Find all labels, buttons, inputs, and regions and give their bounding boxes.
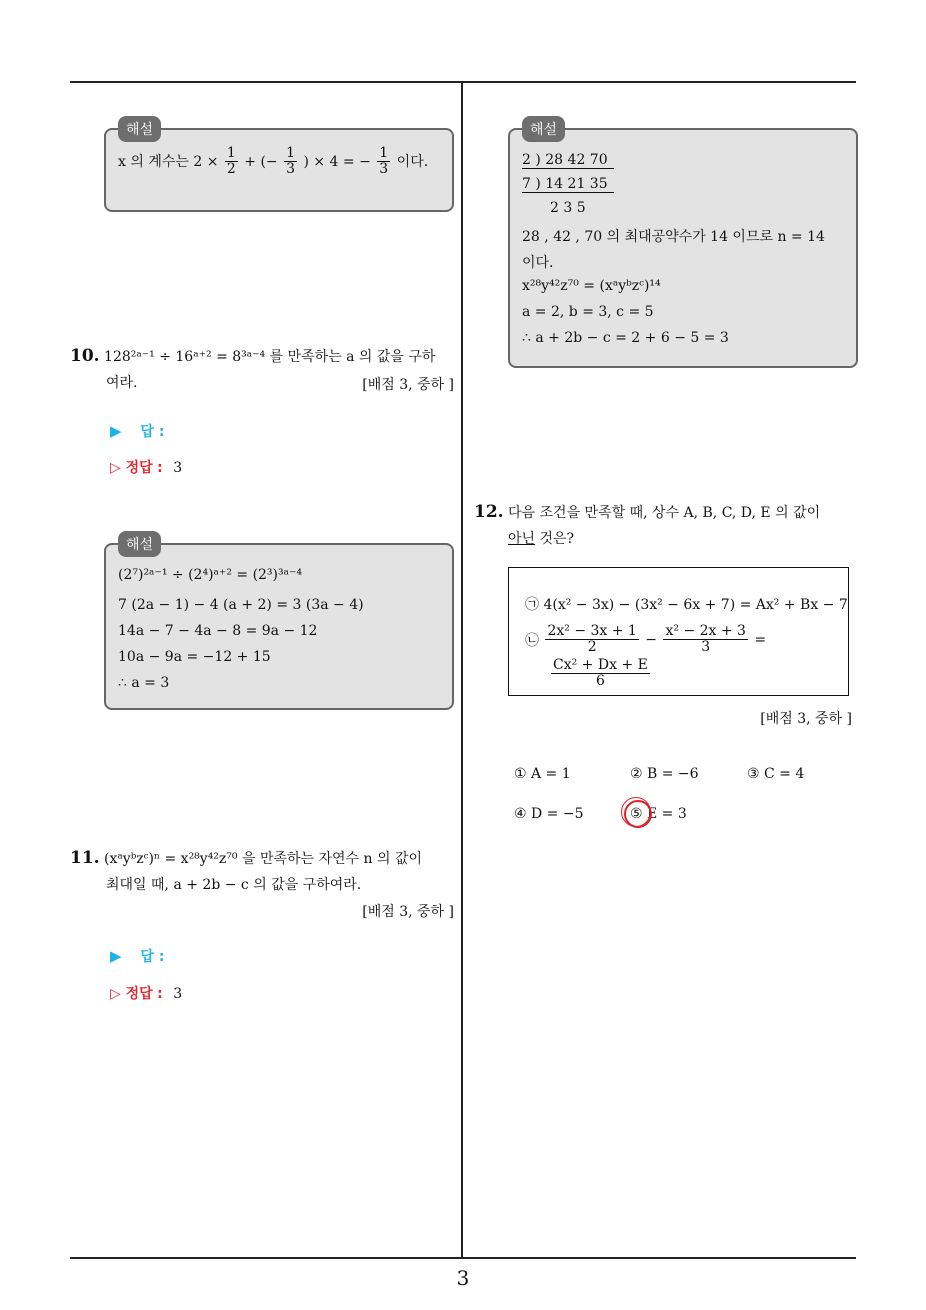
triangle-outline-icon: ▷ <box>110 986 126 1002</box>
question-text-line2: 최대일 때, a + 2b − c 의 값을 구하여라. <box>106 877 362 893</box>
correct-answer-q11: ▷ 정답 : 3 <box>110 986 183 1002</box>
fraction: $\frac{1}{3}$ <box>379 145 389 178</box>
question-12 <box>474 499 864 552</box>
division-row: 7 ) 14 21 35 <box>522 176 614 193</box>
solution-line: ∴ a + 2b − c = 2 + 6 − 5 = 3 <box>522 330 729 346</box>
division-row: 2 ) 28 42 70 <box>522 152 614 169</box>
solution-tag: 해설 <box>118 531 161 557</box>
fraction: $\frac{1}{2}$ <box>226 145 236 178</box>
fraction: $\frac{\text{Cx² + Dx + E}}{6}$ <box>553 657 648 690</box>
answer-field-q10[interactable]: ▶ 답 : <box>110 422 165 440</box>
bottom-rule <box>70 1257 856 1259</box>
condition-2: ㉡ $\frac{\text{2x² − 3x + 1}}{2}$ − $\frac{\text{x² − 2x + 3}}{3}$ = <box>525 623 767 656</box>
sol-text-mid2: ) × 4 = − <box>303 153 371 170</box>
solution-line: 14a − 7 − 4a − 8 = 9a − 12 <box>118 623 318 639</box>
play-triangle-icon: ▶ <box>110 422 122 440</box>
correct-value: 3 <box>173 460 183 476</box>
page-number: 3 <box>456 1266 470 1290</box>
question-number: 11. <box>70 848 100 868</box>
fraction: $\frac{\text{2x² − 3x + 1}}{2}$ <box>547 623 637 656</box>
score-label: [배점 3, 중하 ] <box>362 377 454 393</box>
question-text-line2: 것은? <box>535 531 575 547</box>
choice-1[interactable]: ① A = 1 <box>514 766 571 782</box>
correct-answer-q10: ▷ 정답 : 3 <box>110 460 183 476</box>
solution-tag: 해설 <box>522 116 565 142</box>
solution-line: (2⁷)²ᵃ⁻¹ ÷ (2⁴)ᵃ⁺² = (2³)³ᵃ⁻⁴ <box>118 567 303 583</box>
underlined-word: 아닌 <box>508 531 536 547</box>
solution-line: x²⁸y⁴²z⁷⁰ = (xᵃyᵇzᶜ)¹⁴ <box>522 278 661 294</box>
score-label: [배점 3, 중하 ] <box>760 711 852 727</box>
circled-letter-1: ㉠ <box>525 597 539 613</box>
sol-text-before: x 의 계수는 2 × <box>118 153 219 170</box>
question-text-line1: 다음 조건을 만족할 때, 상수 A, B, C, D, E 의 값이 <box>508 505 821 521</box>
question-text-line1: 128²ᵃ⁻¹ ÷ 16ᵃ⁺² = 8³ᵃ⁻⁴ 를 만족하는 a 의 값을 구하 <box>104 349 436 365</box>
play-triangle-icon: ▶ <box>110 947 122 965</box>
correct-label: 정답 <box>125 460 153 476</box>
answer-circle-mark-outer <box>621 797 651 827</box>
solution-text <box>118 146 428 178</box>
sol-text-after: 이다. <box>396 153 429 170</box>
question-11 <box>70 845 455 898</box>
question-number: 12. <box>474 502 504 522</box>
correct-label: 정답 <box>125 986 153 1002</box>
answer-label: 답 <box>140 949 154 965</box>
solution-line: ∴ a = 3 <box>118 675 170 691</box>
solution-box-q10 <box>104 543 454 710</box>
fraction: $\frac{1}{3}$ <box>286 145 296 178</box>
answer-label: 답 <box>140 424 154 440</box>
condition-1 <box>525 594 848 614</box>
score-label: [배점 3, 중하 ] <box>362 904 454 920</box>
solution-line: a = 2, b = 3, c = 5 <box>522 304 654 320</box>
solution-line: 7 (2a − 1) − 4 (a + 2) = 3 (3a − 4) <box>118 597 364 613</box>
top-rule <box>70 81 856 83</box>
choice-3[interactable]: ③ C = 4 <box>747 766 805 782</box>
solution-line: 이다. <box>522 255 554 271</box>
choice-4[interactable]: ④ D = −5 <box>514 806 584 822</box>
question-number: 10. <box>70 346 100 366</box>
condition-box <box>508 567 849 696</box>
choice-2[interactable]: ② B = −6 <box>630 766 699 782</box>
circled-letter-2: ㉡ <box>525 632 539 649</box>
correct-value: 3 <box>173 986 183 1002</box>
solution-line: 10a − 9a = −12 + 15 <box>118 649 271 665</box>
triangle-outline-icon: ▷ <box>110 460 126 476</box>
question-text-line1: (xᵃyᵇzᶜ)ⁿ = x²⁸y⁴²z⁷⁰ 을 만족하는 자연수 n 의 값이 <box>104 851 423 867</box>
column-divider <box>461 82 463 1258</box>
question-text-line2: 여라. <box>106 375 138 391</box>
solution-tag: 해설 <box>118 116 161 142</box>
sol-text-mid: + (− <box>244 153 278 170</box>
condition-1-text: 4(x² − 3x) − (3x² − 6x + 7) = Ax² + Bx − 7 <box>543 597 848 613</box>
solution-box-q11 <box>508 128 858 368</box>
answer-field-q11[interactable]: ▶ 답 : <box>110 947 165 965</box>
division-row: 2 3 5 <box>550 200 586 216</box>
choice-5[interactable]: ⑤ E = 3 <box>630 806 687 822</box>
condition-2-rhs <box>549 658 652 690</box>
solution-line: 28 , 42 , 70 의 최대공약수가 14 이므로 n = 14 <box>522 229 825 245</box>
fraction: $\frac{\text{x² − 2x + 3}}{3}$ <box>665 623 746 656</box>
